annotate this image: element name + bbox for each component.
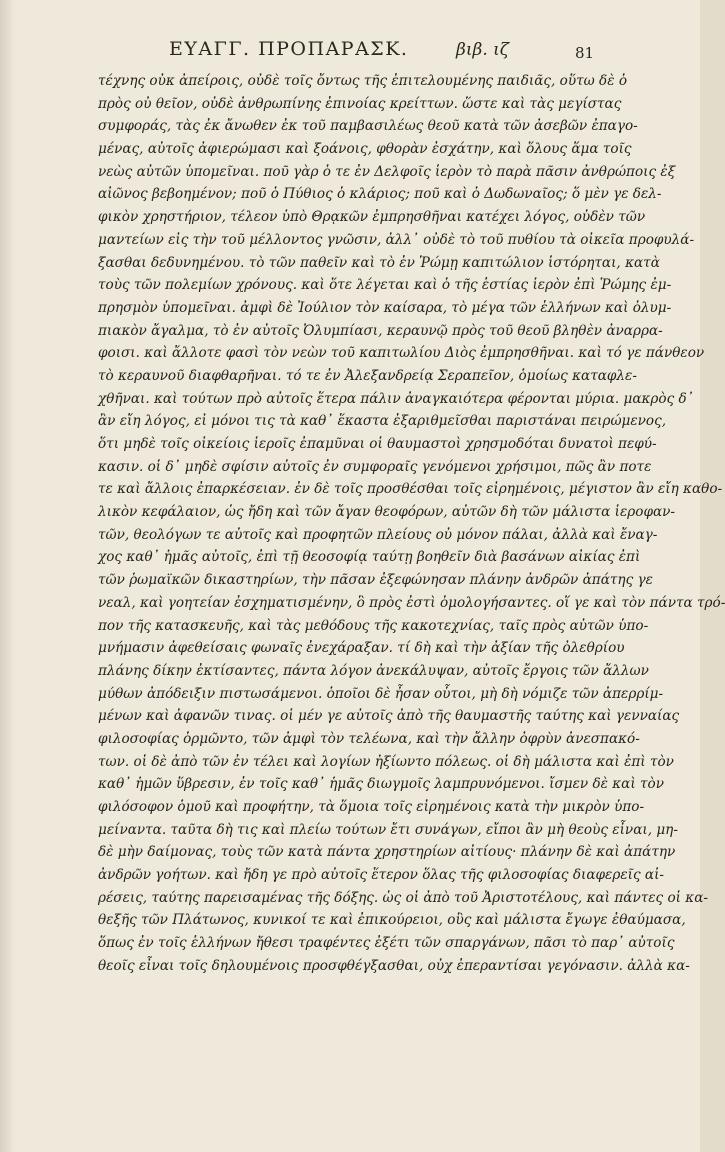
text-line: τε καὶ ἄλλοις ἐπαρκέσειαν. ἐν δὲ τοῖς προσθέσθαι τοῖς εἰρημένοις, μέγιστον ἂν εἴη καθο- [98, 481, 723, 498]
text-line: φικὸν χρηστήριον, τέλεον ὑπὸ Θρᾳκῶν ἐμπρησθῆναι κατέχει λόγος, οὐδὲν τῶν [98, 209, 646, 226]
text-line: θεξῆς τῶν Πλάτωνος, κυνικοί τε καὶ ἐπικούρειοι, οὓς καὶ μάλιστα ἔγωγε ἐθαύμασα, [98, 912, 686, 929]
text-line: ὅπως ἐν τοῖς ἑλλήνων ἤθεσι τραφέντες ἐξέτι τῶν σπαργάνων, πᾶσι τὸ παρ᾽ αὐτοῖς [98, 935, 675, 952]
text-line: μένας, αὐτοῖς ἀφιερώμασι καὶ ξοάνοις, φθορὰν ἐσχάτην, καὶ ὅλους ἅμα τοῖς [98, 141, 632, 158]
text-line: κασιν. οἱ δ᾽ μηδὲ σφίσιν αὐτοῖς ἐν συμφοραῖς γενόμενοι χρήσιμοι, πῶς ἂν ποτε [98, 458, 652, 475]
text-line: φοισι. καὶ ἄλλοτε φασὶ τὸν νεὼν τοῦ καπιτωλίου Διὸς ἐμπρησθῆναι. καὶ τό γε πάνθεον [98, 345, 705, 362]
text-line: καθ᾽ ἡμῶν ὕβρεσιν, ἐν τοῖς καθ᾽ ἡμᾶς διωγμοῖς λαμπρυνόμενοι. ἴσμεν δὲ καὶ τὸν [98, 776, 664, 793]
text-line: τοὺς τῶν πολεμίων χρόνους. καὶ ὅτε λέγεται καὶ ὁ τῆς ἑστίας ἱερὸν ἐπὶ Ῥώμης ἐμ- [98, 277, 672, 294]
text-line: ἂν εἴη λόγος, εἰ μόνοι τις τὰ καθ᾽ ἕκαστα ἐξαριθμεῖσθαι παριστάναι πειρώμενος, [98, 413, 667, 430]
book-reference: βιβ. ιζ [456, 40, 510, 60]
text-line: νεὼς αὐτῶν ὑπομεῖναι. ποῦ γὰρ ὁ τε ἐν Δελφοῖς ἱερὸν τὸ παρὰ πᾶσιν ἀνθρώποις ἐξ [98, 163, 676, 180]
text-line: μύθων ἀπόδειξιν πιστωσάμενοι. ὁποῖοι δὲ ἦσαν οὗτοι, μὴ δὴ νόμιζε τῶν ἀπερρίμ- [98, 685, 664, 702]
page-number: 81 [575, 44, 595, 62]
text-line: χος καθ᾽ ἡμᾶς αὐτοῖς, ἐπὶ τῇ θεοσοφίᾳ ταύτῃ βοηθεῖν διὰ βασάνων αἰκίας ἐπὶ [98, 549, 641, 566]
text-line: φιλόσοφον ὁμοῦ καὶ προφήτην, τὰ ὅμοια τοῖς εἰρημένοις κατὰ τὴν μικρὸν ὑπο- [98, 799, 645, 815]
text-line: τὸ κεραυνοῦ διαφθαρῆναι. τό τε ἐν Ἀλεξανδρείᾳ Σεραπεῖον, ὁμοίως καταφλε- [98, 367, 637, 384]
text-line: μείναντα. ταῦτα δὴ τις καὶ πλείω τούτων ἔτι συνάγων, εἴποι ἂν μὴ θεοὺς εἶναι, μη- [98, 821, 678, 838]
text-line: φιλοσοφίας ὁρμῶντο, τῶν ἀμφὶ τὸν τελέωνα, καὶ τὴν ἄλλην ὀφρὺν ἀνεσπακό- [98, 730, 640, 747]
text-line: πιακὸν ἄγαλμα, τὸ ἐν αὐτοῖς Ὀλυμπίασι, κεραυνῷ πρὸς τοῦ θεοῦ βληθὲν ἀναρρα- [98, 322, 663, 339]
text-line: πρησμὸν ὑπομεῖναι. ἀμφὶ δὲ Ἰούλιον τὸν καίσαρα, τὸ μέγα τῶν ἑλλήνων καὶ ὀλυμ- [98, 299, 672, 316]
text-line: συμφοράς, τὰς ἐκ ἄνωθεν ἐκ τοῦ παμβασιλέως θεοῦ κατὰ τῶν ἀσεβῶν ἐπαγο- [98, 118, 638, 135]
text-line: πλάνης δίκην ἐκτίσαντες, πάντα λόγον ἀνεκάλυψαν, αὐτοῖς ἔργοις τῶν ἄλλων [98, 662, 649, 679]
text-line: πον τῆς κατασκευῆς, καὶ τὰς μεθόδους τῆς κακοτεχνίας, ταῖς πρὸς αὐτῶν ὑπο- [98, 617, 649, 634]
text-line: λικὸν κεφάλαιον, ὡς ἤδη καὶ τῶν ἄγαν θεοφόρων, αὐτῶν δὴ τῶν μάλιστα ἱεροφαν- [98, 504, 676, 521]
text-line: τῶν ῥωμαϊκῶν δικαστηρίων, τὴν πᾶσαν ἐξεφώνησαν πλάνην ἀνδρῶν ἁπάτης γε [98, 572, 653, 589]
text-line: των. οἱ δὲ ἀπὸ τῶν ἐν τέλει καὶ λογίων ἠξίωντο πόλεως. οἱ δὴ μάλιστα καὶ ἐπὶ τὸν [98, 753, 674, 770]
text-line: ὅτι μηδὲ τοῖς οἰκείοις ἱεροῖς ἐπαμῦναι οἱ θαυμαστοὶ χρησμοδόται δυνατοὶ πεφύ- [98, 436, 657, 452]
text-line: μαντείων εἰς τὴν τοῦ μέλλοντος γνῶσιν, ἀλλ᾽ οὐδὲ τὸ τοῦ πυθίου τὰ οἰκεῖα προφυλά- [98, 231, 695, 248]
text-line: θεοῖς εἶναι τοῖς δηλουμένοις προσφθέγξασθαι, οὐχ ἐπεραντίσαι γεγόνασιν. ἀλλὰ κα- [98, 957, 690, 974]
text-line: χθῆναι. καὶ τούτων πρὸ αὐτοῖς ἕτερα πάλιν ἀναγκαιότερα φέρονται μύρια. μακρὸς δ᾽ [98, 390, 694, 407]
text-line: αἰῶνος βεβοημένον; ποῦ ὁ Πύθιος ὁ κλάριος; ποῦ καὶ ὁ Δωδωναῖος; ὅ μὲν γε δελ- [98, 186, 662, 203]
text-line: πρὸς οὐ θεῖον, οὐδὲ ἀνθρωπίνης ἐπινοίας κρείττων. ὥστε καὶ τὰς μεγίστας [98, 95, 622, 112]
text-line: ἀνδρῶν γοήτων. καὶ ἤδη γε πρὸ αὐτοῖς ἕτερον ὅλας τῆς φιλοσοφίας διαφερεῖς αἱ- [98, 867, 664, 884]
text-line: μνήμασιν ἀφεθείσαις φωναῖς ἐνεχάραξαν. τί δὴ καὶ τὴν ἀξίαν τῆς ὀλεθρίου [98, 640, 625, 657]
text-line: τῶν, θεολόγων τε αὐτοῖς καὶ προφητῶν πλείους οὐ μόνον πάλαι, ἀλλὰ καὶ ἔναγ- [98, 526, 658, 543]
running-head: ΕΥΑΓΓ. ΠΡΟΠΑΡΑΣΚ. [169, 38, 409, 60]
text-line: ρέσεις, ταύτης παρεισαμένας τῆς δόξης. ὡς οἱ ἀπὸ τοῦ Ἀριστοτέλους, καὶ πάντες οἱ κα- [98, 889, 708, 906]
text-line: τέχνης οὐκ ἀπείροις, οὐδὲ τοῖς ὄντως τῆς ἐπιτελουμένης παιδιᾶς, οὕτω δὲ ὁ [98, 73, 628, 89]
text-line: νεαλ, καὶ γοητείαν ἐσχηματισμένην, ὃ πρὸς ἐστὶ ὁμολογήσαντες. οἵ γε καὶ τὸν πάντα τρό- [98, 594, 725, 611]
text-line: ξασθαι δεδυνημένου. τὸ τῶν παθεῖν καὶ τὸ ἐν Ῥώμῃ καπιτώλιον ἱστόρηται, κατὰ [98, 254, 660, 271]
text-line: δὲ μὴν δαίμονας, τοὺς τῶν κατὰ πάντα χρηστηρίων αἰτίους· πλάνην δὲ καὶ ἀπάτην [98, 844, 676, 861]
text-line: μένων καὶ ἀφανῶν τινας. οἱ μέν γε αὐτοῖς ἀπὸ τῆς θαυμαστῆς ταύτης καὶ γενναίας [98, 708, 680, 725]
gutter-shadow [1, 0, 15, 1152]
main-text [98, 70, 725, 978]
